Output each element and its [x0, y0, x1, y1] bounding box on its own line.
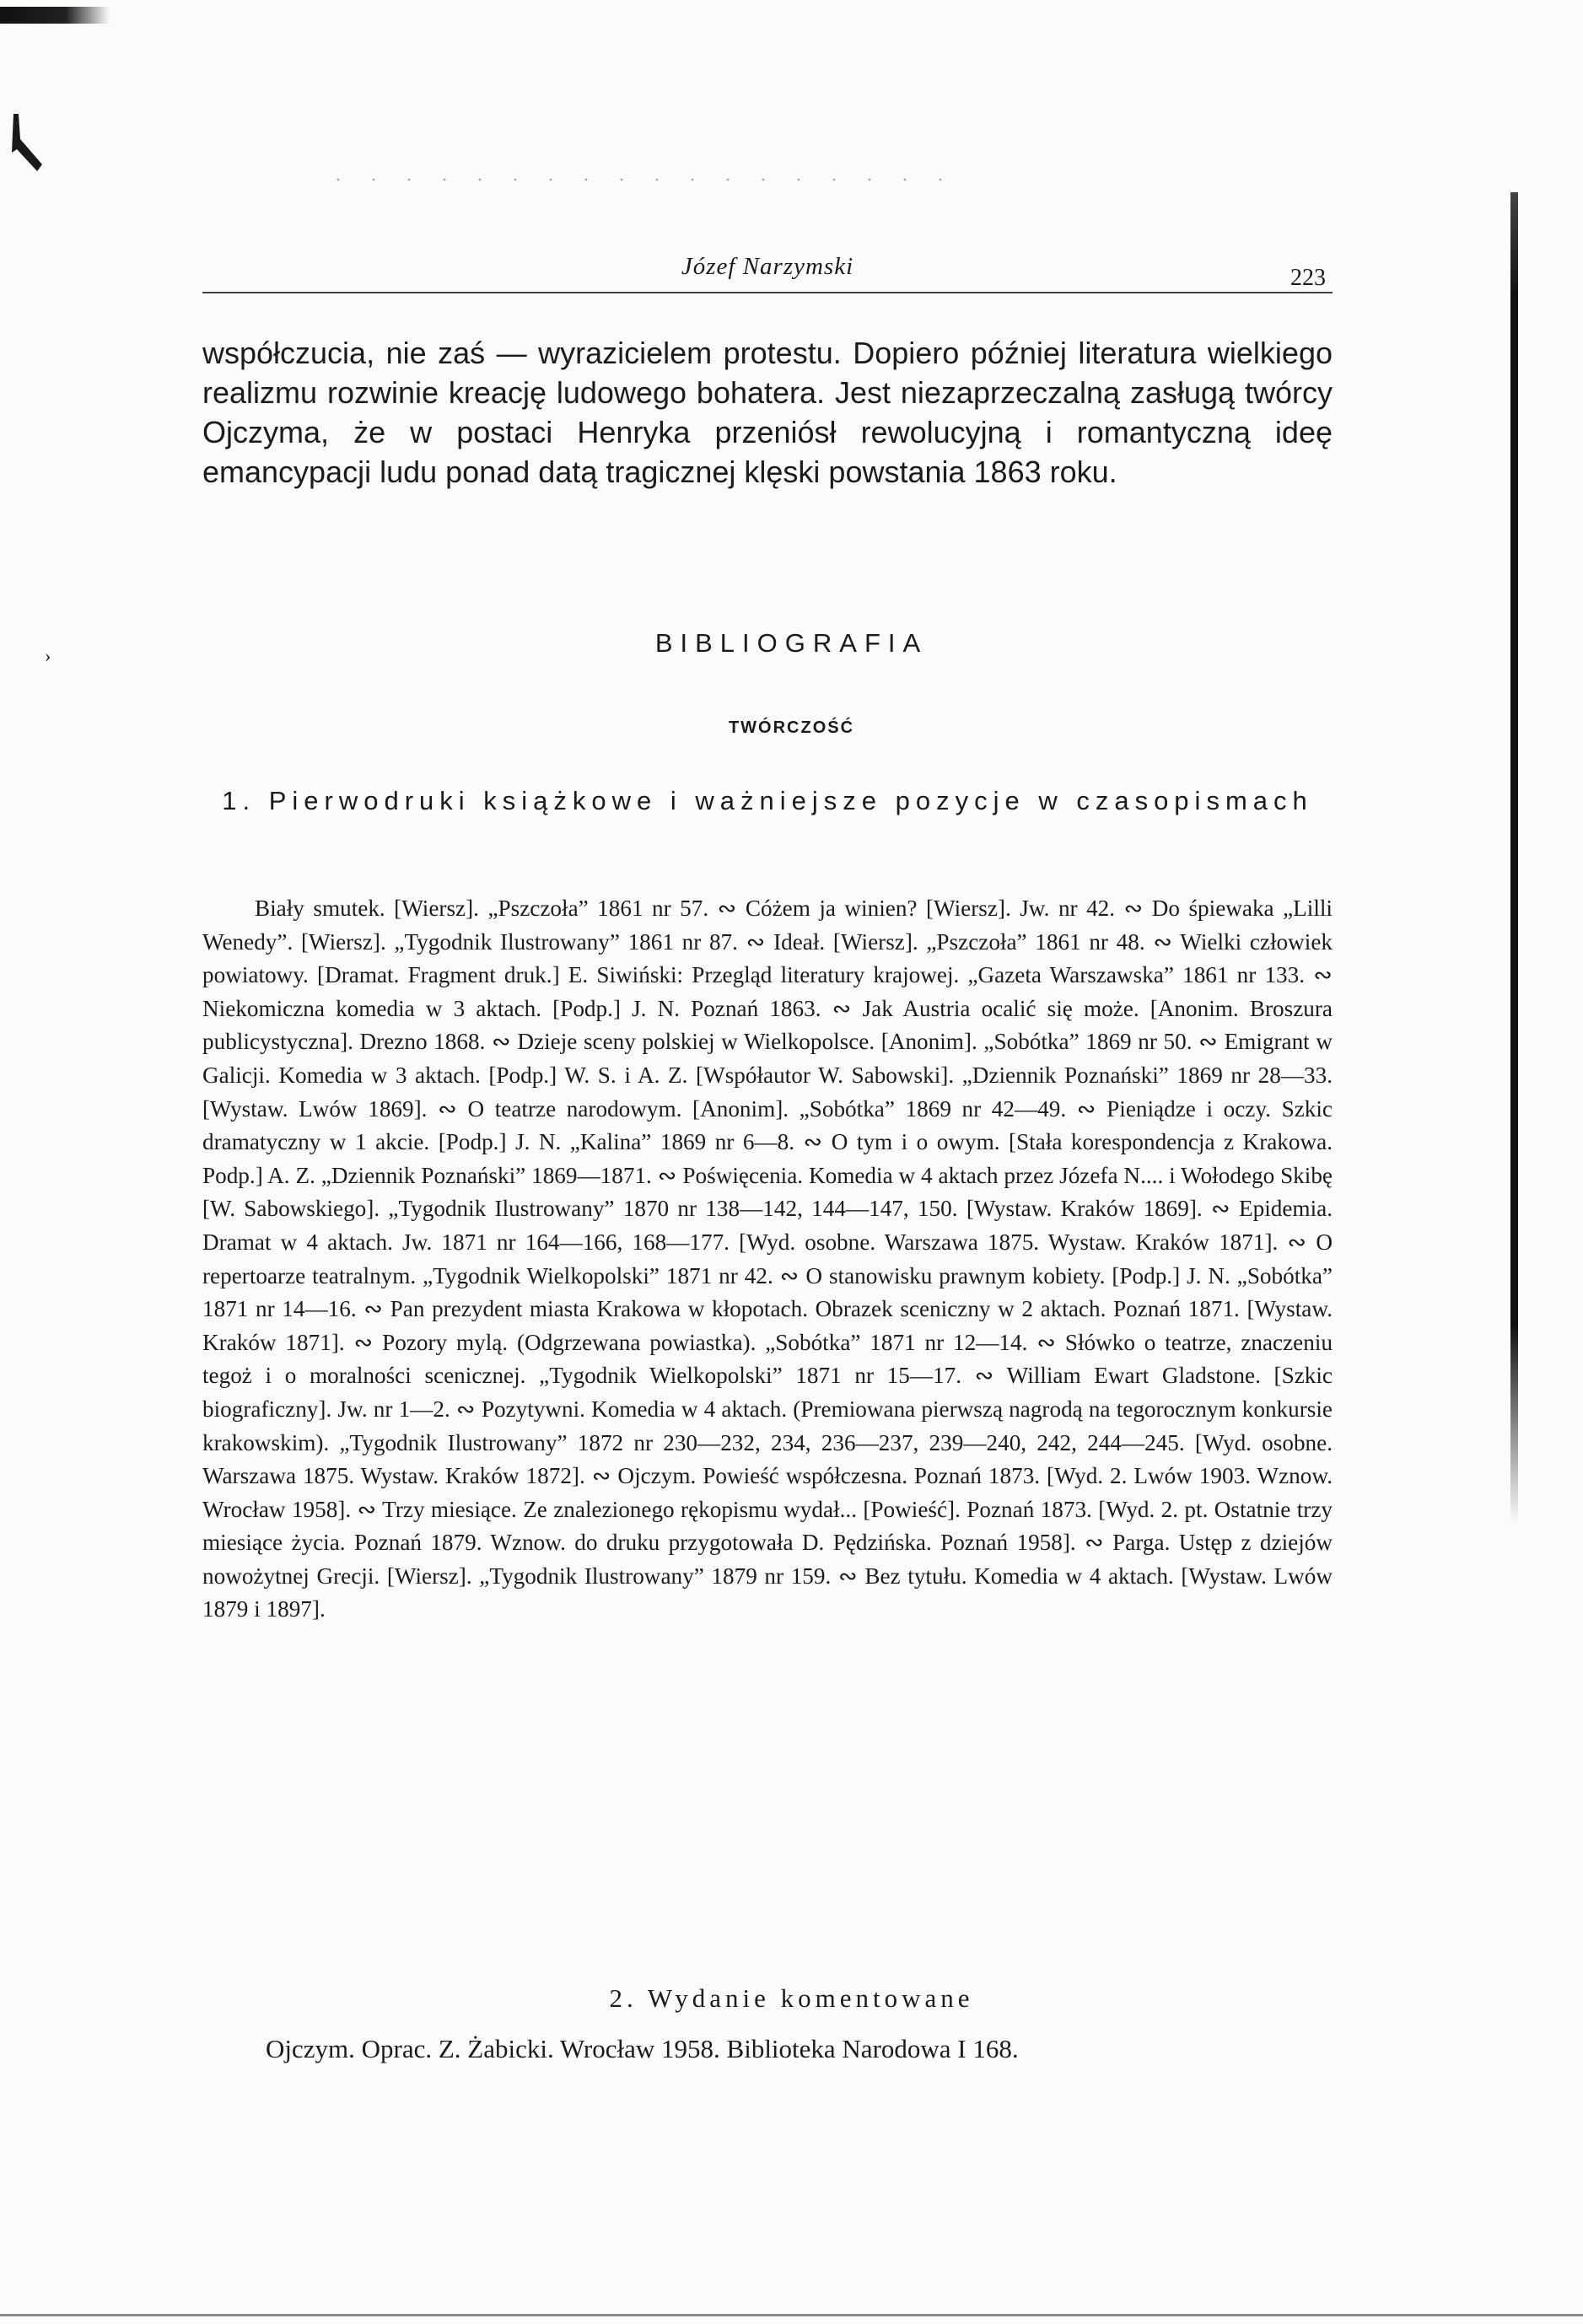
scan-noise-dots [320, 175, 961, 184]
header-rule [202, 292, 1333, 293]
section-1-title: 1. Pierwodruki książkowe i ważniejsze pozycje w czasopismach [222, 786, 1313, 815]
intro-paragraph: współczucia, nie zaś — wyrazicielem protestu. Dopiero później literatura wielkiego realizmu rozwinie kreację ludowego bohatera. Jest niezaprzeczalną zasługą twórcy Ojczyma, że w postaci Henryka przeniósł rewolucyjną i romantyczną ideę emancypacji ludu ponad datą tragicznej klęski powstania 1863 roku. [202, 336, 1333, 489]
commented-edition: Ojczym. Oprac. Z. Żabicki. Wrocław 1958. Biblioteka Narodowa I 168. [266, 2034, 1019, 2063]
header-author: Józef Narzymski [681, 253, 854, 280]
scan-artifact-corner [5, 114, 44, 173]
scan-artifact-top [0, 7, 110, 24]
running-header [202, 253, 1333, 295]
bibliography-title: BIBLIOGRAFIA [654, 628, 929, 658]
page-edge-shadow [1510, 192, 1518, 1525]
margin-mark: › [45, 645, 51, 666]
page-number: 223 [1290, 265, 1326, 291]
section-2-title: 2. Wydanie komentowane [609, 1983, 974, 2013]
works-subtitle: TWÓRCZOŚĆ [728, 718, 855, 737]
scan-bottom-line [0, 2314, 1583, 2316]
bibliography-entries: Biały smutek. [Wiersz]. „Pszczoła” 1861 nr 57. ∾ Cóżem ja winien? [Wiersz]. Jw. nr 42. ∾ Do śpiewaka „Lilli Wenedy”. [Wiersz]. „Tygodnik Ilustrowany” 1861 nr 87. ∾ Ideał. [Wiersz]. „Pszczoła” 1861 nr 48. ∾ Wielki człowiek powiatowy. [Dramat. Fragment druk.] E. Siwiński: Przegląd literatury krajowej. „Gazeta Warszawska” 1861 nr 133. ∾ Niekomiczna komedia w 3 aktach. [Podp.] J. N. Poznań 1863. ∾ Jak Austria ocalić się może. [Anonim. Broszura publicystyczna]. Drezno 1868. ∾ Dzieje sceny polskiej w Wielkopolsce. [Anonim]. „Sobótka” 1869 nr 50. ∾ Emigrant w Galicji. Komedia w 3 aktach. [Podp.] W. S. i A. Z. [Współautor W. Sabowski]. „Dziennik Poznański” 1869 nr 28—33. [Wystaw. Lwów 1869]. ∾ O teatrze narodowym. [Anonim]. „Sobótka” 1869 nr 42—49. ∾ Pieniądze i oczy. Szkic dramatyczny w 1 akcie. [Podp.] J. N. „Kalina” 1869 nr 6—8. ∾ O tym i o owym. [Stała korespondencja z Krakowa. Podp.] A. Z. „Dziennik Poznański” 1869—1871. ∾ Poświęcenia. Komedia w 4 aktach przez Józefa N.... i Wołodego Skibę [W. Sabowskiego]. „Tygodnik Ilustrowany” 1870 nr 138—142, 144—147, 150. [Wystaw. Kraków 1869]. ∾ Epidemia. Dramat w 4 aktach. Jw. 1871 nr 164—166, 168—177. [Wyd. osobne. Warszawa 1875. Wystaw. Kraków 1871]. ∾ O repertoarze teatralnym. „Tygodnik Wielkopolski” 1871 nr 42. ∾ O stanowisku prawnym kobiety. [Podp.] J. N. „Sobótka” 1871 nr 14—16. ∾ Pan prezydent miasta Krakowa w kłopotach. Obrazek sceniczny w 2 aktach. Poznań 1871. [Wystaw. Kraków 1871]. ∾ Pozory mylą. (Odgrzewana powiastka). „Sobótka” 1871 nr 12—14. ∾ Słówko o teatrze, znaczeniu tegoż i o moralności scenicznej. „Tygodnik Wielkopolski” 1871 nr 15—17. ∾ William Ewart Gladstone. [Szkic biograficzny]. Jw. nr 1—2. ∾ Pozytywni. Komedia w 4 aktach. (Premiowana pierwszą nagrodą na tegorocznym konkursie krakowskim). „Tygodnik Ilustrowany” 1872 nr 230—232, 234, 236—237, 239—240, 242, 244—245. [Wyd. osobne. Warszawa 1875. Wystaw. Kraków 1872]. ∾ Ojczym. Powieść współczesna. Poznań 1873. [Wyd. 2. Lwów 1903. Wznow. Wrocław 1958]. ∾ Trzy miesiące. Ze znalezionego rękopismu wydał... [Powieść]. Poznań 1873. [Wyd. 2. pt. Ostatnie trzy miesiące życia. Poznań 1879. Wznow. do druku przygotowała D. Pędzińska. Poznań 1958]. ∾ Parga. Ustęp z dziejów nowożytnej Grecji. [Wiersz]. „Tygodnik Ilustrowany” 1879 nr 159. ∾ Bez tytułu. Komedia w 4 aktach. [Wystaw. Lwów 1879 i 1897]. [202, 896, 1333, 1622]
